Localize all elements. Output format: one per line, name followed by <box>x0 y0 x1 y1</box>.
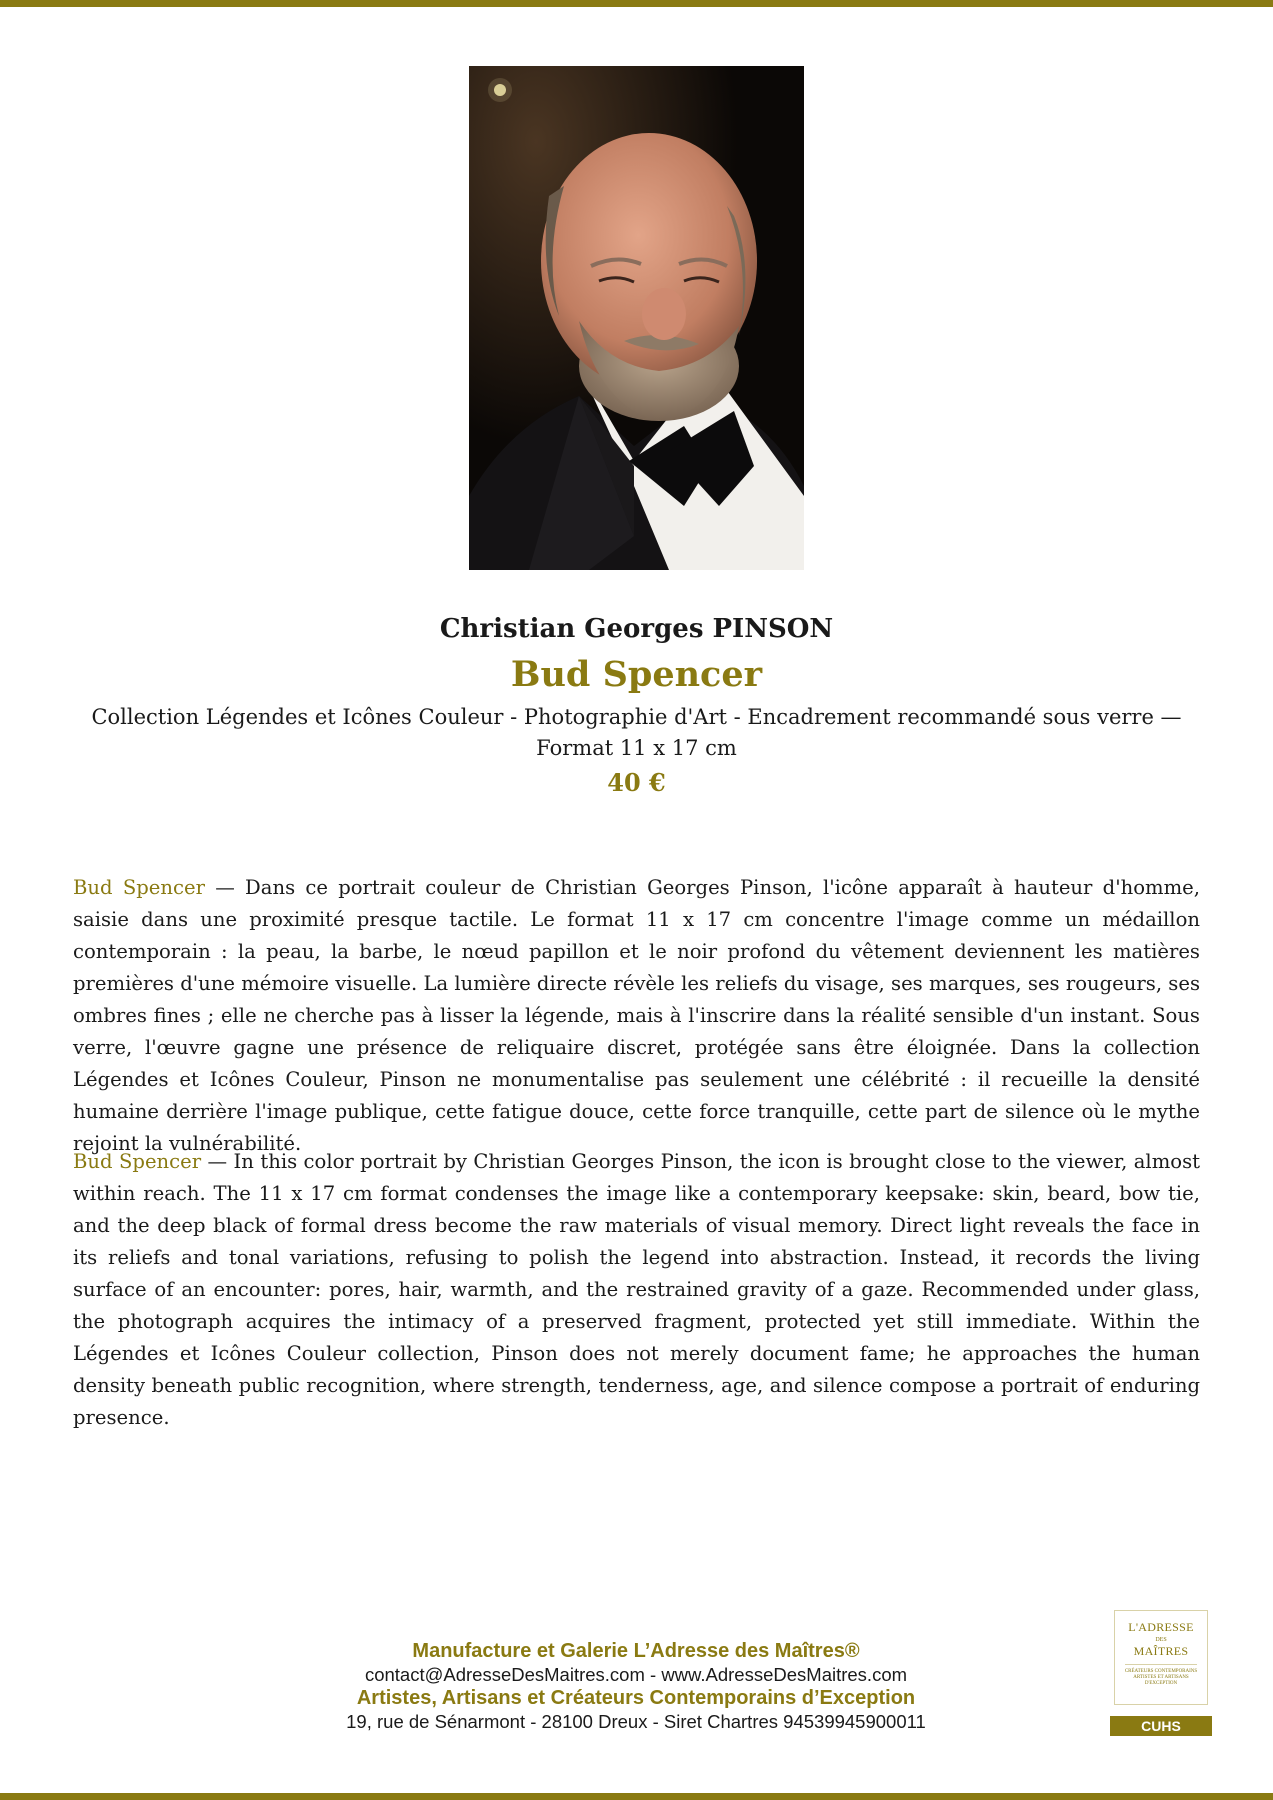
gallery-tagline: Artistes, Artisans et Créateurs Contemporains d’Exception <box>356 1687 916 1709</box>
bottom-rule <box>0 1793 1273 1800</box>
logo-divider <box>1125 1664 1197 1665</box>
artist-name: Christian Georges PINSON <box>439 614 834 644</box>
footer <box>236 1639 1036 1733</box>
logo-line-2: DES <box>1155 1637 1167 1643</box>
gallery-name: Manufacture et Galerie L’Adresse des Maîtres® <box>412 1640 860 1662</box>
gallery-address: 19, rue de Sénarmont - 28100 Dreux - Siret Chartres 94539945900011 <box>346 1711 926 1732</box>
description-english-text: — In this color portrait by Christian Georges Pinson, the icon is brought close to the viewer, almost within reach. The 11 x 17 cm format condenses the image like a contemporary keepsake: skin, beard, bow tie, and the deep black of formal dress become the raw materials of visual memory. Direct light reveals the face in its reliefs and tonal variations, refusing to polish the legend into abstraction. Instead, it records the living surface of an encounter: pores, hair, warmth, and the restrained gravity of a gaze. Recommended under glass, the photograph acquires the intimacy of a preserved fragment, protected yet still immediate. Within the Légendes et Icônes Couleur collection, Pinson does not merely document fame; he approaches the human density beneath public recognition, where strength, tenderness, age, and silence compose a portrait of enduring presence. <box>73 1150 1201 1429</box>
gallery-logo <box>1114 1610 1208 1705</box>
artwork-title: Bud Spencer <box>510 654 763 695</box>
logo-line-4: CRÉATEURS CONTEMPORAINS ARTISTES ET ARTISANS D'EXCEPTION <box>1124 1669 1198 1686</box>
portrait-illustration <box>469 66 804 570</box>
cuhs-badge: CUHS <box>1110 1716 1212 1736</box>
description-english-lead: Bud Spencer <box>73 1150 202 1173</box>
artwork-price: 40 € <box>607 768 666 797</box>
description-french-lead: Bud Spencer <box>73 876 205 899</box>
logo-line-3: MAÎTRES <box>1133 1644 1189 1658</box>
description-french-text: — Dans ce portrait couleur de Christian Georges Pinson, l'icône apparaît à hauteur d'homme, saisie dans une proximité presque tactile. Le format 11 x 17 cm concentre l'image comme un médaillon contemporain : la peau, la barbe, le nœud papillon et le noir profond du vêtement deviennent les matières premières d'une mémoire visuelle. La lumière directe révèle les reliefs du visage, ses marques, ses rougeurs, ses ombres fines ; elle ne cherche pas à lisser la légende, mais à l'inscrire dans la réalité sensible d'un instant. Sous verre, l'œuvre gagne une présence de reliquaire discret, protégée sans être éloignée. Dans la collection Légendes et Icônes Couleur, Pinson ne monumentalise pas seulement une célébrité : il recueille la densité humaine derrière l'image publique, cette fatigue douce, cette force tranquille, cette part de silence où le mythe rejoint la vulnérabilité. <box>73 876 1200 1155</box>
top-rule <box>0 0 1273 7</box>
artwork-photo <box>469 66 804 570</box>
description-french <box>73 872 1200 1160</box>
artwork-subtitle: Collection Légendes et Icônes Couleur - Photographie d'Art - Encadrement recommandé sous verre — Format 11 x 17 cm <box>91 705 1182 760</box>
gallery-contact: contact@AdresseDesMaitres.com - www.AdresseDesMaitres.com <box>364 1664 908 1685</box>
description-english <box>73 1146 1200 1434</box>
logo-line-1: L'ADRESSE <box>1128 1620 1194 1634</box>
